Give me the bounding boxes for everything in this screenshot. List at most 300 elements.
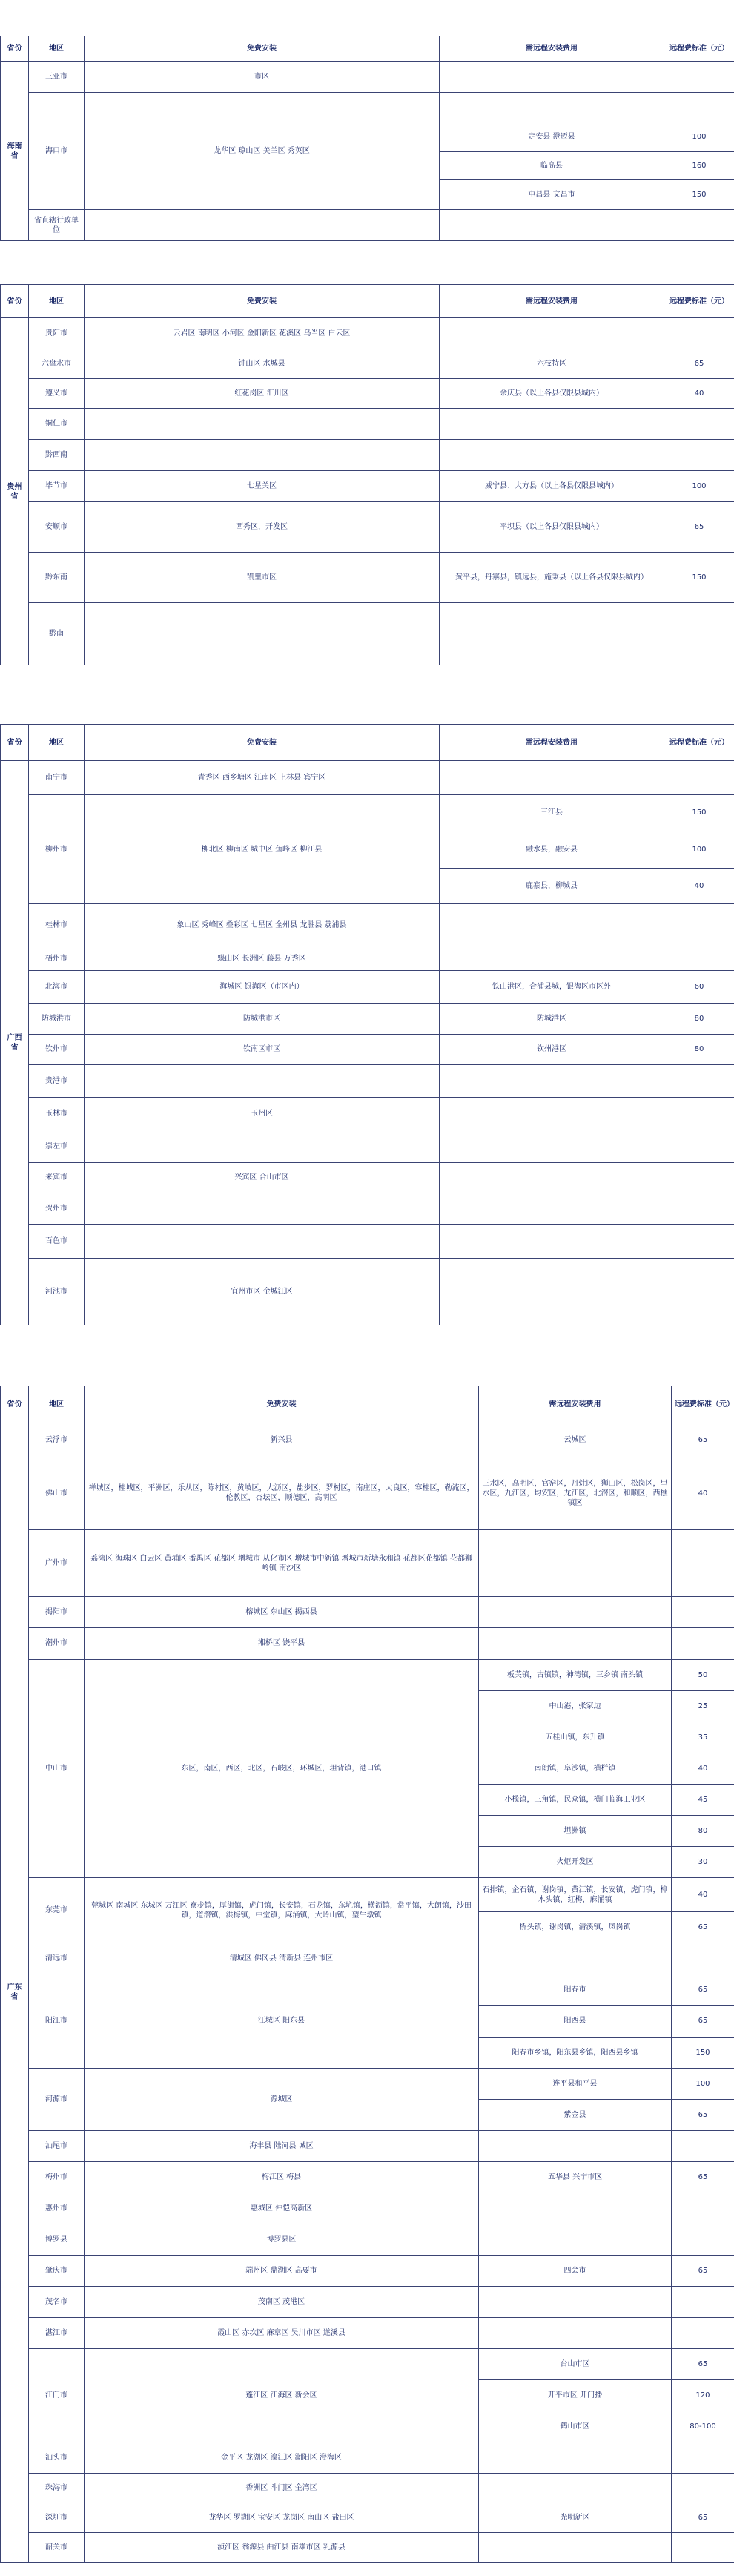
- guangxi-table: [0, 724, 734, 1325]
- free-cell: 兴宾区 合山市区: [85, 1162, 440, 1193]
- free-cell: [85, 409, 440, 440]
- table-row: [1, 1258, 734, 1325]
- province-cell: 广西省: [1, 761, 29, 1325]
- city-cell: 深圳市: [29, 2503, 85, 2533]
- fee-area-cell: 中山港，张家边: [479, 1690, 672, 1722]
- table-row: [1, 1597, 734, 1628]
- city-cell: 茂名市: [29, 2286, 85, 2317]
- fee-area-cell: 三水区，高明区，官窑区，丹灶区，狮山区，松岗区，里水区，九江区，均安区，龙江区，北滘区，和顺区，西樵镇区: [479, 1457, 672, 1529]
- fee-area-cell: 连平县和平县: [479, 2068, 672, 2099]
- fee-area-cell: 融水县，融安县: [440, 831, 664, 868]
- table-header-row: [1, 725, 734, 761]
- table-row: [1, 2317, 734, 2348]
- city-cell: 来宾市: [29, 1162, 85, 1193]
- fee-area-cell: [479, 2286, 672, 2317]
- fee-std-cell: [672, 1529, 734, 1597]
- fee-area-cell: 鹿寨县，柳城县: [440, 868, 664, 903]
- fee-std-cell: [664, 210, 734, 241]
- fee-std-cell: 80: [672, 1815, 734, 1846]
- table-row: [1, 1130, 734, 1162]
- fee-std-cell: [672, 2286, 734, 2317]
- fee-area-cell: 余庆县（以上各县仅限县城内）: [440, 379, 664, 409]
- fee-std-cell: 65: [672, 2503, 734, 2533]
- fee-std-cell: [664, 1258, 734, 1325]
- fee-std-cell: [664, 62, 734, 93]
- fee-std-cell: [672, 2317, 734, 2348]
- fee-area-cell: 阳西县: [479, 2006, 672, 2037]
- free-cell: 海丰县 陆河县 城区: [85, 2130, 479, 2161]
- free-cell: 香洲区 斗门区 金湾区: [85, 2474, 479, 2503]
- fee-std-cell: 40: [672, 1457, 734, 1529]
- city-cell: 云浮市: [29, 1423, 85, 1457]
- header-free: 免费安装: [85, 725, 440, 761]
- fee-area-cell: [440, 93, 664, 122]
- fee-std-cell: 65: [664, 502, 734, 553]
- fee-std-cell: [672, 2442, 734, 2474]
- fee-std-cell: [664, 93, 734, 122]
- table-row: [1, 1423, 734, 1457]
- fee-std-cell: 160: [664, 152, 734, 180]
- fee-std-cell: [664, 946, 734, 971]
- fee-std-cell: [672, 1597, 734, 1628]
- header-free: 免费安装: [85, 36, 440, 62]
- city-cell: 铜仁市: [29, 409, 85, 440]
- fee-std-cell: [664, 1130, 734, 1162]
- free-cell: [85, 210, 440, 241]
- fee-std-cell: [664, 1162, 734, 1193]
- city-cell: 北海市: [29, 971, 85, 1004]
- table-row: [1, 1003, 734, 1034]
- header-fee-std: 远程费标准（元）: [672, 1386, 734, 1423]
- city-cell: 湛江市: [29, 2317, 85, 2348]
- fee-std-cell: 35: [672, 1722, 734, 1753]
- city-cell: 黔西南: [29, 440, 85, 471]
- fee-area-cell: 板芙镇，古镇镇，神湾镇，三乡镇 南头镇: [479, 1659, 672, 1690]
- table-row: [1, 93, 734, 122]
- table-header-row: [1, 36, 734, 62]
- city-cell: 河源市: [29, 2068, 85, 2130]
- fee-std-cell: [664, 318, 734, 349]
- fee-std-cell: 150: [672, 2037, 734, 2068]
- fee-area-cell: 黄平县，丹寨县，镇远县，施秉县（以上各县仅限县城内）: [440, 553, 664, 603]
- free-cell: 西秀区，开发区: [85, 502, 440, 553]
- free-cell: 玉州区: [85, 1097, 440, 1130]
- fee-std-cell: 65: [672, 2006, 734, 2037]
- header-free: 免费安装: [85, 285, 440, 318]
- table-row: [1, 2255, 734, 2286]
- header-city: 地区: [29, 36, 85, 62]
- table-row: [1, 1224, 734, 1258]
- table-row: [1, 2532, 734, 2562]
- fee-area-cell: [440, 761, 664, 795]
- fee-area-cell: [440, 603, 664, 665]
- table-row: [1, 2442, 734, 2474]
- city-cell: 揭阳市: [29, 1597, 85, 1628]
- free-cell: 禅城区，桂城区，平洲区，乐从区，陈村区，黄岐区，大沥区，盐步区，罗村区，南庄区，大良区，容桂区，勒流区，伦教区，杏坛区，顺德区，高明区: [85, 1457, 479, 1529]
- table-row: [1, 2474, 734, 2503]
- fee-area-cell: 定安县 澄迈县: [440, 122, 664, 152]
- header-city: 地区: [29, 1386, 85, 1423]
- city-cell: 黔东南: [29, 553, 85, 603]
- table-row: [1, 210, 734, 241]
- fee-area-cell: [479, 2317, 672, 2348]
- free-cell: [85, 1193, 440, 1225]
- free-cell: 云岩区 南明区 小河区 金阳新区 花溪区 乌当区 白云区: [85, 318, 440, 349]
- fee-std-cell: [664, 904, 734, 946]
- header-province: 省份: [1, 1386, 29, 1423]
- fee-area-cell: [440, 1162, 664, 1193]
- free-cell: 蝶山区 长洲区 藤县 万秀区: [85, 946, 440, 971]
- fee-std-cell: [664, 409, 734, 440]
- free-cell: 梅江区 梅县: [85, 2161, 479, 2193]
- city-cell: 佛山市: [29, 1457, 85, 1529]
- table-row: [1, 2224, 734, 2255]
- free-cell: 钟山区 水城县: [85, 349, 440, 379]
- fee-std-cell: 65: [672, 2161, 734, 2193]
- fee-std-cell: [664, 1097, 734, 1130]
- hainan-table: [0, 36, 734, 241]
- free-cell: 防城港市区: [85, 1003, 440, 1034]
- fee-area-cell: 三江县: [440, 795, 664, 831]
- fee-std-cell: 150: [664, 180, 734, 210]
- fee-std-cell: 80: [664, 1034, 734, 1065]
- fee-area-cell: 火炬开发区: [479, 1846, 672, 1877]
- free-cell: 东区，南区，西区，北区，石岐区，环城区，坦背镇，港口镇: [85, 1659, 479, 1877]
- free-cell: 茂南区 茂港区: [85, 2286, 479, 2317]
- table-row: [1, 62, 734, 93]
- fee-area-cell: [479, 2532, 672, 2562]
- free-cell: 钦南区市区: [85, 1034, 440, 1065]
- city-cell: 汕头市: [29, 2442, 85, 2474]
- free-cell: [85, 603, 440, 665]
- table-row: [1, 904, 734, 946]
- table-row: [1, 1529, 734, 1597]
- fee-std-cell: [672, 2532, 734, 2562]
- city-cell: 省直辖行政单位: [29, 210, 85, 241]
- free-cell: [85, 1224, 440, 1258]
- table-row: [1, 1943, 734, 1974]
- header-fee-area: 需远程安装费用: [440, 725, 664, 761]
- city-cell: 贺州市: [29, 1193, 85, 1225]
- fee-area-cell: 光明新区: [479, 2503, 672, 2533]
- city-cell: 肇庆市: [29, 2255, 85, 2286]
- fee-std-cell: 30: [672, 1846, 734, 1877]
- free-cell: 红花岗区 汇川区: [85, 379, 440, 409]
- fee-area-cell: 小榄镇，三角镇，民众镇，横门临海工业区: [479, 1784, 672, 1815]
- city-cell: 河池市: [29, 1258, 85, 1325]
- table-row: [1, 2068, 734, 2099]
- free-cell: 市区: [85, 62, 440, 93]
- table-row: [1, 1974, 734, 2006]
- fee-area-cell: 防城港区: [440, 1003, 664, 1034]
- fee-std-cell: 100: [664, 471, 734, 502]
- fee-area-cell: 云城区: [479, 1423, 672, 1457]
- fee-std-cell: 120: [672, 2380, 734, 2411]
- fee-std-cell: 25: [672, 1690, 734, 1722]
- free-cell: 象山区 秀峰区 叠彩区 七星区 全州县 龙胜县 荔浦县: [85, 904, 440, 946]
- fee-std-cell: 60: [664, 971, 734, 1004]
- table-row: [1, 2503, 734, 2533]
- table-row: [1, 318, 734, 349]
- fee-area-cell: [440, 1258, 664, 1325]
- city-cell: 韶关市: [29, 2532, 85, 2562]
- table-row: [1, 603, 734, 665]
- fee-std-cell: [672, 1628, 734, 1659]
- header-fee-std: 远程费标准（元）: [664, 285, 734, 318]
- fee-area-cell: [440, 409, 664, 440]
- free-cell: [85, 1130, 440, 1162]
- city-cell: 海口市: [29, 93, 85, 210]
- city-cell: 柳州市: [29, 795, 85, 904]
- table-header-row: [1, 1386, 734, 1423]
- header-free: 免费安装: [85, 1386, 479, 1423]
- fee-area-cell: [440, 1193, 664, 1225]
- fee-area-cell: 桥头镇，谢岗镇，清溪镇，凤岗镇: [479, 1912, 672, 1943]
- city-cell: 三亚市: [29, 62, 85, 93]
- table-row: [1, 1162, 734, 1193]
- fee-std-cell: [664, 1065, 734, 1098]
- fee-area-cell: 紫金县: [479, 2099, 672, 2130]
- city-cell: 百色市: [29, 1224, 85, 1258]
- city-cell: 遵义市: [29, 379, 85, 409]
- fee-area-cell: 台山市区: [479, 2348, 672, 2379]
- table-row: [1, 2348, 734, 2379]
- free-cell: 霞山区 赤坎区 麻章区 吴川市区 遂溪县: [85, 2317, 479, 2348]
- fee-std-cell: 65: [672, 2255, 734, 2286]
- table-row: [1, 349, 734, 379]
- table-row: [1, 761, 734, 795]
- fee-std-cell: 65: [672, 1912, 734, 1943]
- table-row: [1, 1877, 734, 1911]
- free-cell: 蓬江区 江海区 新会区: [85, 2348, 479, 2442]
- fee-std-cell: 150: [664, 795, 734, 831]
- fee-std-cell: [664, 1224, 734, 1258]
- free-cell: 浈江区 翁源县 曲江县 南雄市区 乳源县: [85, 2532, 479, 2562]
- fee-area-cell: [440, 318, 664, 349]
- free-cell: [85, 440, 440, 471]
- fee-std-cell: 150: [664, 553, 734, 603]
- table-row: [1, 409, 734, 440]
- fee-area-cell: 阳春市乡镇，阳东县乡镇，阳西县乡镇: [479, 2037, 672, 2068]
- fee-std-cell: 65: [672, 2348, 734, 2379]
- fee-std-cell: 80: [664, 1003, 734, 1034]
- table-row: [1, 440, 734, 471]
- fee-std-cell: [664, 1193, 734, 1225]
- header-province: 省份: [1, 285, 29, 318]
- fee-area-cell: 四会市: [479, 2255, 672, 2286]
- fee-std-cell: 100: [672, 2068, 734, 2099]
- city-cell: 毕节市: [29, 471, 85, 502]
- fee-area-cell: 坦洲镇: [479, 1815, 672, 1846]
- free-cell: 江城区 阳东县: [85, 1974, 479, 2068]
- fee-std-cell: 45: [672, 1784, 734, 1815]
- fee-std-cell: [672, 2193, 734, 2224]
- fee-area-cell: 石排镇，企石镇，谢岗镇，黄江镇，长安镇，虎门镇，樟木头镇，红梅，麻涌镇: [479, 1877, 672, 1911]
- city-cell: 黔南: [29, 603, 85, 665]
- city-cell: 钦州市: [29, 1034, 85, 1065]
- city-cell: 惠州市: [29, 2193, 85, 2224]
- fee-area-cell: [440, 440, 664, 471]
- fee-area-cell: 五桂山镇，东升镇: [479, 1722, 672, 1753]
- table-row: [1, 1065, 734, 1098]
- fee-std-cell: 40: [672, 1877, 734, 1911]
- city-cell: 安顺市: [29, 502, 85, 553]
- fee-area-cell: [479, 1597, 672, 1628]
- fee-area-cell: 鹤山市区: [479, 2411, 672, 2442]
- city-cell: 阳江市: [29, 1974, 85, 2068]
- fee-std-cell: [672, 2130, 734, 2161]
- fee-std-cell: 65: [672, 1423, 734, 1457]
- fee-area-cell: 阳春市: [479, 1974, 672, 2006]
- fee-area-cell: [440, 1065, 664, 1098]
- table-row: [1, 471, 734, 502]
- free-cell: 金平区 龙湖区 濠江区 潮阳区 澄海区: [85, 2442, 479, 2474]
- free-cell: 荔湾区 海珠区 白云区 黄埔区 番禺区 花都区 增城市 从化市区 增城市中新镇 增城市新塘永和镇 花都区花都镇 花都狮岭镇 南沙区: [85, 1529, 479, 1597]
- fee-area-cell: [440, 1224, 664, 1258]
- city-cell: 东莞市: [29, 1877, 85, 1943]
- fee-std-cell: [672, 2224, 734, 2255]
- free-cell: 莞城区 南城区 东城区 万江区 寮步镇，厚街镇，虎门镇，长安镇，石龙镇，东坑镇，横沥镇，常平镇，大朗镇，沙田镇，道滘镇，洪梅镇，中堂镇，麻涌镇，大岭山镇，望牛墩镇: [85, 1877, 479, 1943]
- table-row: [1, 2130, 734, 2161]
- free-cell: 龙华区 罗湖区 宝安区 龙岗区 南山区 盐田区: [85, 2503, 479, 2533]
- city-cell: 广州市: [29, 1529, 85, 1597]
- free-cell: [85, 1065, 440, 1098]
- fee-area-cell: [440, 1130, 664, 1162]
- city-cell: 梅州市: [29, 2161, 85, 2193]
- fee-area-cell: 平坝县（以上各县仅限县城内）: [440, 502, 664, 553]
- free-cell: 凯里市区: [85, 553, 440, 603]
- city-cell: 玉林市: [29, 1097, 85, 1130]
- fee-std-cell: 65: [672, 1974, 734, 2006]
- table-row: [1, 2286, 734, 2317]
- fee-area-cell: 南朗镇，阜沙镇，横栏镇: [479, 1753, 672, 1784]
- free-cell: 宜州市区 金城江区: [85, 1258, 440, 1325]
- fee-std-cell: 65: [664, 349, 734, 379]
- city-cell: 汕尾市: [29, 2130, 85, 2161]
- header-fee-std: 远程费标准（元）: [664, 36, 734, 62]
- city-cell: 潮州市: [29, 1628, 85, 1659]
- city-cell: 梧州市: [29, 946, 85, 971]
- free-cell: 龙华区 琼山区 美兰区 秀英区: [85, 93, 440, 210]
- free-cell: 青秀区 西乡塘区 江南区 上林县 宾宁区: [85, 761, 440, 795]
- fee-std-cell: [672, 2474, 734, 2503]
- free-cell: 端州区 鼎湖区 高要市: [85, 2255, 479, 2286]
- header-city: 地区: [29, 725, 85, 761]
- fee-std-cell: [664, 603, 734, 665]
- fee-std-cell: 65: [672, 2099, 734, 2130]
- table-header-row: [1, 285, 734, 318]
- fee-area-cell: 钦州港区: [440, 1034, 664, 1065]
- free-cell: 惠城区 仲恺高新区: [85, 2193, 479, 2224]
- fee-std-cell: [664, 761, 734, 795]
- fee-area-cell: 五华县 兴宁市区: [479, 2161, 672, 2193]
- city-cell: 六盘水市: [29, 349, 85, 379]
- city-cell: 中山市: [29, 1659, 85, 1877]
- free-cell: 湘桥区 饶平县: [85, 1628, 479, 1659]
- free-cell: 新兴县: [85, 1423, 479, 1457]
- header-fee-area: 需远程安装费用: [479, 1386, 672, 1423]
- header-province: 省份: [1, 36, 29, 62]
- table-row: [1, 1457, 734, 1529]
- fee-std-cell: 50: [672, 1659, 734, 1690]
- header-fee-area: 需远程安装费用: [440, 285, 664, 318]
- fee-area-cell: [479, 2474, 672, 2503]
- fee-std-cell: [672, 1943, 734, 1974]
- city-cell: 贵港市: [29, 1065, 85, 1098]
- city-cell: 南宁市: [29, 761, 85, 795]
- fee-std-cell: 80-100: [672, 2411, 734, 2442]
- fee-area-cell: 六枝特区: [440, 349, 664, 379]
- fee-std-cell: [664, 440, 734, 471]
- free-cell: 榕城区 东山区 揭西县: [85, 1597, 479, 1628]
- fee-area-cell: [479, 1529, 672, 1597]
- header-fee-std: 远程费标准（元）: [664, 725, 734, 761]
- city-cell: 博罗县: [29, 2224, 85, 2255]
- header-province: 省份: [1, 725, 29, 761]
- city-cell: 崇左市: [29, 1130, 85, 1162]
- city-cell: 防城港市: [29, 1003, 85, 1034]
- fee-area-cell: 铁山港区，合浦县城，银海区市区外: [440, 971, 664, 1004]
- fee-area-cell: [440, 62, 664, 93]
- fee-area-cell: [479, 1943, 672, 1974]
- header-city: 地区: [29, 285, 85, 318]
- fee-area-cell: [440, 904, 664, 946]
- city-cell: 江门市: [29, 2348, 85, 2442]
- fee-std-cell: 40: [664, 379, 734, 409]
- table-row: [1, 795, 734, 831]
- table-row: [1, 1034, 734, 1065]
- table-row: [1, 2193, 734, 2224]
- table-row: [1, 971, 734, 1004]
- fee-area-cell: [479, 2224, 672, 2255]
- fee-area-cell: [440, 210, 664, 241]
- free-cell: 七星关区: [85, 471, 440, 502]
- table-row: [1, 1659, 734, 1690]
- fee-area-cell: [479, 2193, 672, 2224]
- table-row: [1, 1193, 734, 1225]
- table-row: [1, 379, 734, 409]
- fee-area-cell: [479, 2442, 672, 2474]
- table-row: [1, 1097, 734, 1130]
- province-cell: 广东省: [1, 1423, 29, 2562]
- city-cell: 珠海市: [29, 2474, 85, 2503]
- free-cell: 海城区 银海区（市区内）: [85, 971, 440, 1004]
- table-row: [1, 946, 734, 971]
- fee-area-cell: 临高县: [440, 152, 664, 180]
- table-row: [1, 2161, 734, 2193]
- fee-area-cell: 屯昌县 文昌市: [440, 180, 664, 210]
- guangdong-table: [0, 1386, 734, 2563]
- free-cell: 柳北区 柳南区 城中区 鱼峰区 柳江县: [85, 795, 440, 904]
- fee-std-cell: 100: [664, 122, 734, 152]
- fee-std-cell: 100: [664, 831, 734, 868]
- table-row: [1, 1628, 734, 1659]
- province-cell: 贵州省: [1, 318, 29, 665]
- free-cell: 清城区 佛冈县 清新县 连州市区: [85, 1943, 479, 1974]
- free-cell: 博罗县区: [85, 2224, 479, 2255]
- fee-area-cell: [440, 946, 664, 971]
- province-cell: 海南省: [1, 62, 29, 241]
- city-cell: 清远市: [29, 1943, 85, 1974]
- header-fee-area: 需远程安装费用: [440, 36, 664, 62]
- fee-area-cell: [479, 2130, 672, 2161]
- city-cell: 桂林市: [29, 904, 85, 946]
- fee-std-cell: 40: [664, 868, 734, 903]
- city-cell: 贵阳市: [29, 318, 85, 349]
- fee-std-cell: 40: [672, 1753, 734, 1784]
- fee-area-cell: [440, 1097, 664, 1130]
- free-cell: 源城区: [85, 2068, 479, 2130]
